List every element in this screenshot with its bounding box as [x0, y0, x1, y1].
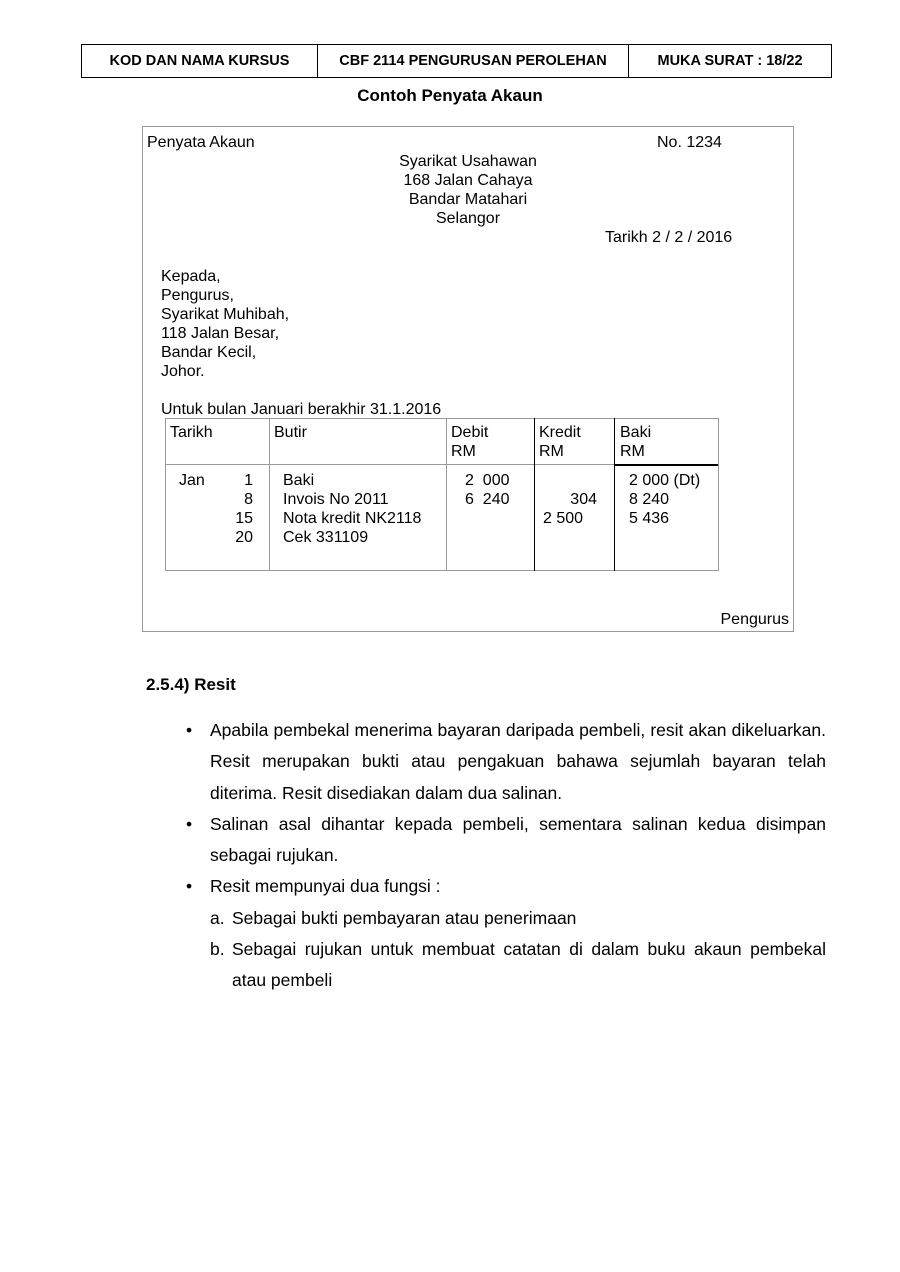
section-title: 2.5.4) Resit — [146, 675, 236, 694]
col-header-kredit: Kredit — [539, 424, 581, 441]
table-border — [165, 418, 719, 419]
bullet-icon: • — [186, 720, 193, 740]
row-butir: Nota kredit NK2118 — [283, 510, 422, 527]
col-header-baki: Baki — [620, 424, 652, 441]
col-header-debit-unit: RM — [451, 443, 476, 460]
company-address-1: 168 Jalan Cahaya — [403, 172, 533, 189]
col-header-tarikh: Tarikh — [170, 424, 213, 441]
course-name: CBF 2114 PENGURUSAN PEROLEHAN — [318, 45, 629, 77]
statement-date: Tarikh 2 / 2 / 2016 — [605, 229, 733, 246]
page-header — [81, 44, 832, 78]
row-day: 8 — [244, 491, 253, 508]
col-header-baki-unit: RM — [620, 443, 645, 460]
table-border — [165, 570, 719, 571]
row-butir: Invois No 2011 — [283, 491, 389, 508]
recipient-line: 118 Jalan Besar, — [161, 325, 280, 342]
recipient-line: Kepada, — [161, 268, 221, 285]
col-header-kredit-unit: RM — [539, 443, 564, 460]
row-baki: 5 436 — [629, 510, 670, 527]
statement-number: No. 1234 — [657, 134, 722, 151]
recipient-line: Pengurus, — [161, 287, 234, 304]
company-address-3: Selangor — [435, 210, 501, 227]
row-day: 20 — [235, 529, 253, 546]
statement-period: Untuk bulan Januari berakhir 31.1.2016 — [161, 401, 442, 418]
row-kredit: 2 500 — [543, 510, 584, 527]
company-name: Syarikat Usahawan — [399, 153, 537, 170]
row-baki: 8 240 — [629, 491, 670, 508]
page-number: MUKA SURAT : 18/22 — [657, 53, 803, 69]
recipient-line: Syarikat Muhibah, — [161, 306, 290, 323]
table-border — [446, 418, 447, 571]
row-debit: 2 000 — [465, 472, 510, 489]
row-kredit-value: 304 — [570, 491, 597, 508]
page-title: Contoh Penyata Akaun — [357, 86, 543, 105]
bullet-icon: • — [186, 813, 193, 834]
sub-item-label: a. — [210, 907, 225, 928]
row-day: 1 — [244, 472, 253, 489]
recipient-line: Bandar Kecil, — [161, 344, 257, 361]
bullet-item — [186, 809, 826, 872]
statement-label: Penyata Akaun — [147, 134, 255, 151]
sub-item — [186, 934, 826, 997]
company-address-2: Bandar Matahari — [408, 191, 528, 208]
row-butir: Baki — [283, 472, 315, 489]
bullet-list — [186, 715, 826, 997]
recipient-line: Johor. — [161, 363, 205, 380]
table-border — [165, 464, 615, 465]
sub-item-text: Sebagai rujukan untuk membuat catatan di dalam buku akaun pembekal atau pembeli — [232, 939, 826, 991]
table-border — [165, 418, 166, 571]
bullet-text: Apabila pembekal menerima bayaran daripada pembeli, resit akan dikeluarkan. Resit merupakan bukti atau pengakuan bahawa sejumlah bayaran telah diterima. Resit disediakan dalam dua salinan. — [210, 720, 826, 803]
table-border — [614, 418, 615, 571]
bullet-icon: • — [186, 876, 193, 897]
course-code-label: KOD DAN NAMA KURSUS — [82, 45, 318, 77]
bullet-text: Salinan asal dihantar kepada pembeli, sementara salinan kedua disimpan sebagai rujukan. — [210, 813, 826, 866]
bullet-item — [186, 871, 826, 902]
row-baki: 2 000 (Dt) — [629, 472, 701, 489]
row-butir: Cek 331109 — [283, 529, 369, 546]
col-header-butir: Butir — [274, 424, 307, 441]
sub-item — [186, 903, 826, 934]
sub-item-text: Sebagai bukti pembayaran atau penerimaan — [232, 907, 577, 928]
ledger-table — [165, 418, 719, 571]
table-month: Jan — [179, 472, 205, 489]
table-border — [615, 464, 719, 466]
table-border — [269, 418, 270, 571]
bullet-text: Resit mempunyai dua fungsi : — [210, 876, 441, 897]
row-debit: 6 240 — [465, 491, 510, 508]
col-header-debit: Debit — [451, 424, 489, 441]
sub-item-label: b. — [210, 939, 225, 960]
signature-label: Pengurus — [720, 611, 789, 628]
bullet-item — [186, 715, 826, 809]
statement-box — [142, 126, 794, 632]
row-day: 15 — [235, 510, 253, 527]
table-border — [718, 418, 719, 571]
row-kredit — [535, 490, 611, 509]
